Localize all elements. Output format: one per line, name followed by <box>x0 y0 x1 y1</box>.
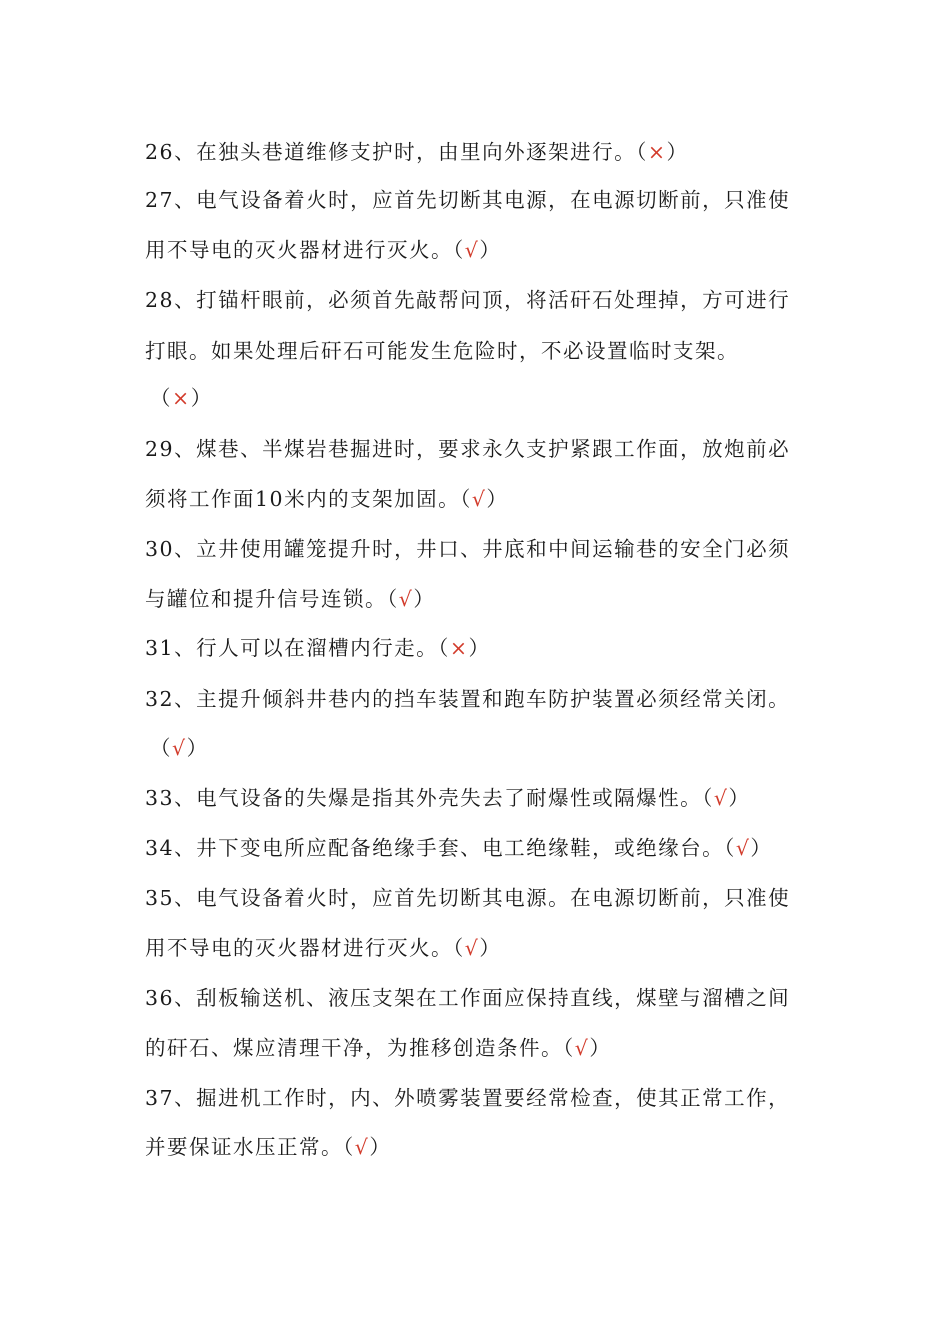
correct-mark: √ <box>471 487 487 511</box>
question-28-line-2: 打眼。如果处理后矸石可能发生危险时，不必设置临时支架。 <box>145 339 739 363</box>
question-28-line-3: （×） <box>150 386 213 410</box>
question-30-line-1: 30、立井使用罐笼提升时，井口、井底和中间运输巷的安全门必须 <box>145 537 791 561</box>
question-37-line-1: 37、掘进机工作时，内、外喷雾装置要经常检查，使其正常工作， <box>145 1086 791 1110</box>
question-36-line-2: 的矸石、煤应清理干净，为推移创造条件。（√） <box>145 1036 612 1060</box>
correct-mark: √ <box>735 836 751 860</box>
wrong-mark: × <box>647 140 667 164</box>
correct-mark: √ <box>354 1135 370 1159</box>
question-33-line-1: 33、电气设备的失爆是指其外壳失去了耐爆性或隔爆性。（√） <box>145 786 751 810</box>
correct-mark: √ <box>574 1036 590 1060</box>
question-35-line-2: 用不导电的灭火器材进行灭火。（√） <box>145 936 502 960</box>
correct-mark: √ <box>398 587 414 611</box>
question-26-line-1: 26、在独头巷道维修支护时，由里向外逐架进行。（×） <box>145 140 689 164</box>
question-27-line-2: 用不导电的灭火器材进行灭火。（√） <box>145 238 502 262</box>
question-37-line-2: 并要保证水压正常。（√） <box>145 1135 392 1159</box>
question-31-line-1: 31、行人可以在溜槽内行走。（×） <box>145 636 491 660</box>
question-35-line-1: 35、电气设备着火时，应首先切断其电源。在电源切断前，只准使 <box>145 886 791 910</box>
question-30-line-2: 与罐位和提升信号连锁。（√） <box>145 587 436 611</box>
correct-mark: √ <box>464 936 480 960</box>
question-29-line-2: 须将工作面10米内的支架加固。（√） <box>145 487 509 511</box>
question-36-line-1: 36、刮板输送机、液压支架在工作面应保持直线，煤壁与溜槽之间 <box>145 986 791 1010</box>
wrong-mark: × <box>449 636 469 660</box>
question-32-line-1: 32、主提升倾斜井巷内的挡车装置和跑车防护装置必须经常关闭。 <box>145 687 791 711</box>
correct-mark: √ <box>713 786 729 810</box>
question-29-line-1: 29、煤巷、半煤岩巷掘进时，要求永久支护紧跟工作面，放炮前必 <box>145 437 791 461</box>
wrong-mark: × <box>172 386 191 410</box>
question-34-line-1: 34、井下变电所应配备绝缘手套、电工绝缘鞋，或绝缘台。（√） <box>145 836 773 860</box>
correct-mark: √ <box>464 238 480 262</box>
correct-mark: √ <box>172 736 187 760</box>
question-28-line-1: 28、打锚杆眼前，必须首先敲帮问顶，将活矸石处理掉，方可进行 <box>145 288 791 312</box>
question-32-line-2: （√） <box>150 736 209 760</box>
question-27-line-1: 27、电气设备着火时，应首先切断其电源，在电源切断前，只准使 <box>145 188 791 212</box>
